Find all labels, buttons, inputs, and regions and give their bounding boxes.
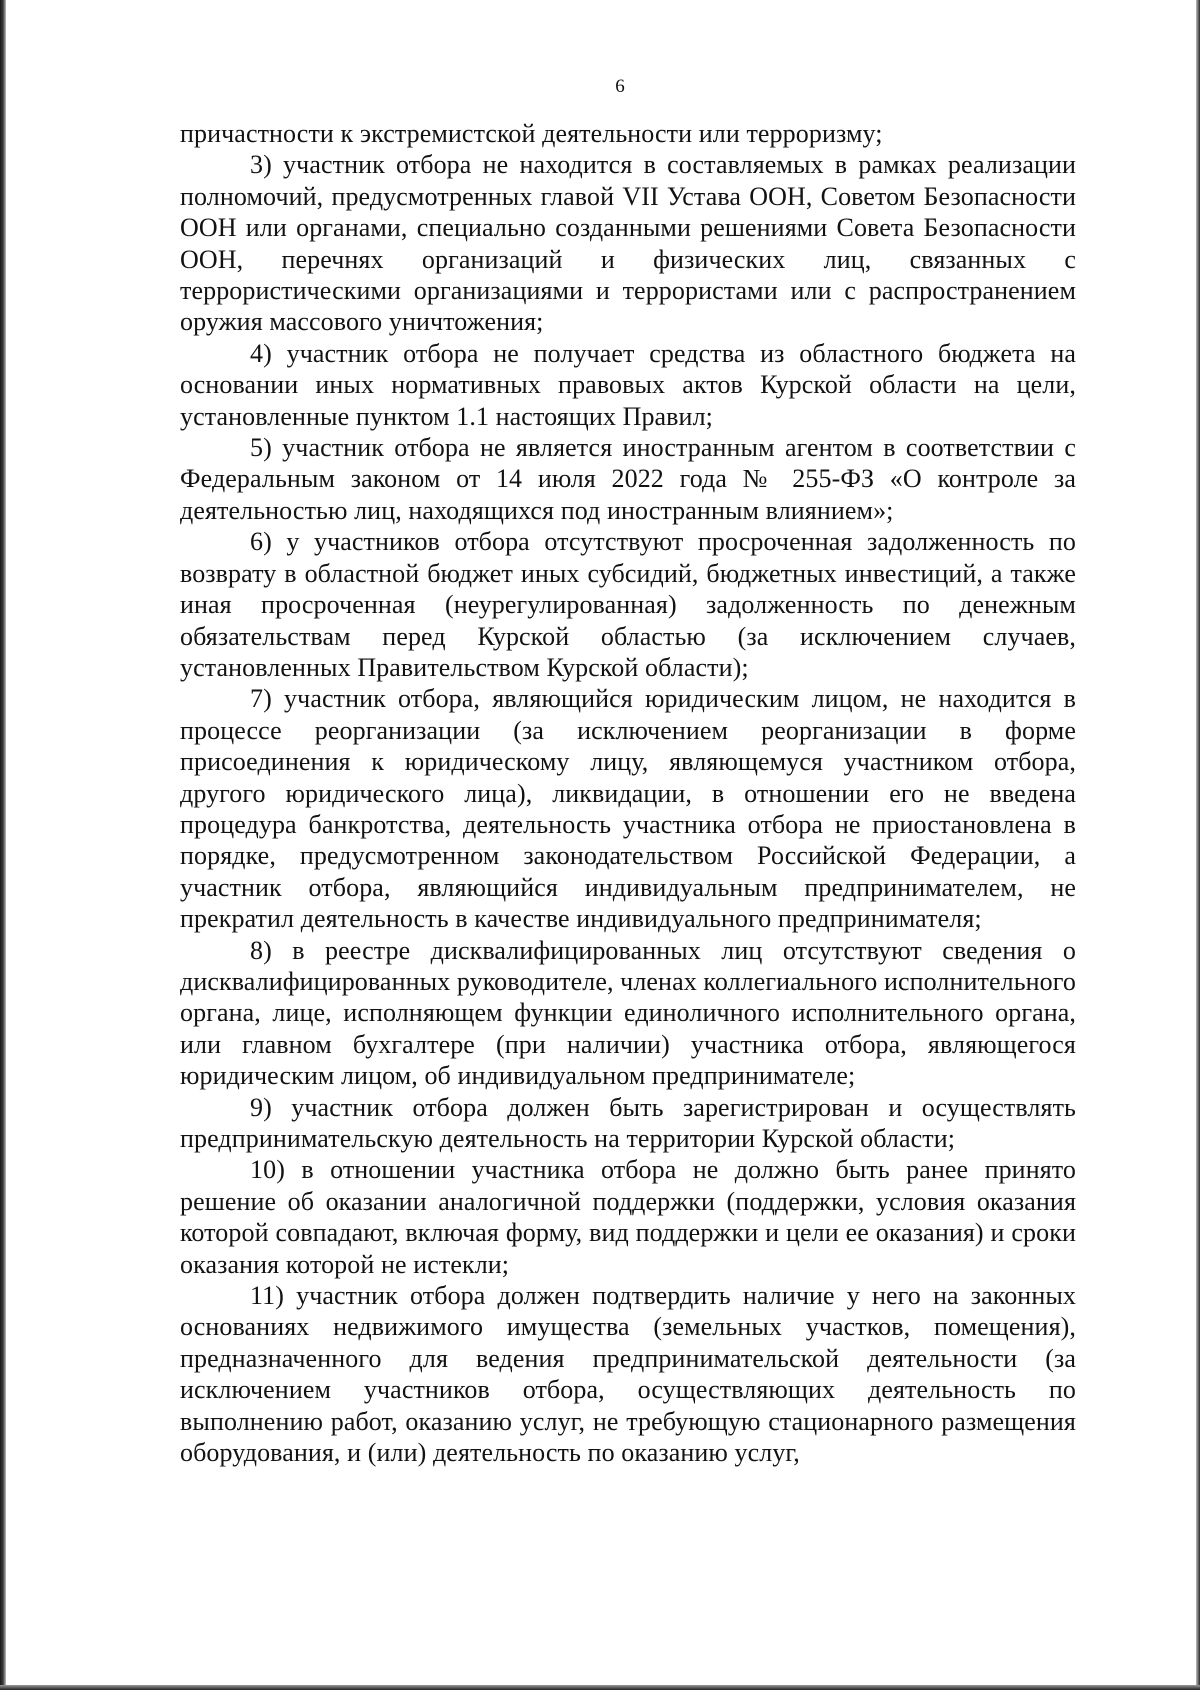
paragraph-item-9: 9) участник отбора должен быть зарегистрирован и осуществлять предпринимательскую деятельность на территории Курской области; (180, 1092, 1076, 1153)
paragraph-item-11: 11) участник отбора должен подтвердить наличие у него на законных основаниях недвижимого имущества (земельных участков, помещения), предназначенного для ведения предпринимательской деятельности (за исключением участников отбора, осуществляющих деятельность по выполнению работ, оказанию услуг, не требующую стационарного размещения оборудования, и (или) деятельность по оказанию услуг, (180, 1281, 1076, 1468)
paragraph-item-5: 5) участник отбора не является иностранным агентом в соответствии с Федеральным законом от 14 июля 2022 года № 255-ФЗ «О контроле за деятельностью лиц, находящихся под иностранным влиянием»; (180, 433, 1076, 525)
page-number: 6 (615, 76, 625, 97)
document-body (180, 118, 1076, 1468)
scan-border-bottom (0, 1685, 1200, 1690)
scan-border-right (1196, 0, 1200, 1690)
paragraph-item-3: 3) участник отбора не находится в составляемых в рамках реализации полномочий, предусмотренных главой VII Устава ООН, Советом Безопасности ООН или органами, специально созданными решениями Совета Безопасности ООН, перечнях организаций и физических лиц, связанных с террористическими организациями и террористами или с распространением оружия массового уничтожения; (180, 150, 1076, 337)
scan-border-left (0, 0, 6, 1690)
paragraph-item-7: 7) участник отбора, являющийся юридическим лицом, не находится в процессе реорганизации (за исключением реорганизации в форме присоединения к юридическому лицу, являющемуся участником отбора, другого юридического лица), ликвидации, в отношении его не введена процедура банкротства, деятельность участника отбора не приостановлена в порядке, предусмотренном законодательством Российской Федерации, а участник отбора, являющийся индивидуальным предпринимателем, не прекратил деятельность в качестве индивидуального предпринимателя; (180, 684, 1076, 934)
paragraph-item-6: 6) у участников отбора отсутствуют просроченная задолженность по возврату в областной бюджет иных субсидий, бюджетных инвестиций, а также иная просроченная (неурегулированная) задолженность по денежным обязательствам перед Курской областью (за исключением случаев, установленных Правительством Курской области); (180, 527, 1076, 682)
paragraph-continuation: причастности к экстремистской деятельности или терроризму; (180, 119, 883, 148)
paragraph-item-10: 10) в отношении участника отбора не должно быть ранее принято решение об оказании аналогичной поддержки (поддержки, условия оказания которой совпадают, включая форму, вид поддержки и цели ее оказания) и сроки оказания которой не истекли; (180, 1155, 1076, 1279)
paragraph-item-4: 4) участник отбора не получает средства из областного бюджета на основании иных нормативных правовых актов Курской области на цели, установленные пунктом 1.1 настоящих Правил; (180, 338, 1076, 431)
paragraph-item-8: 8) в реестре дисквалифицированных лиц отсутствуют сведения о дисквалифицированных руководителе, членах коллегиального исполнительного органа, лице, исполняющем функции единоличного исполнительного органа, или главном бухгалтере (при наличии) участника отбора, являющегося юридическим лицом, об индивидуальном предпринимателе; (180, 935, 1076, 1091)
